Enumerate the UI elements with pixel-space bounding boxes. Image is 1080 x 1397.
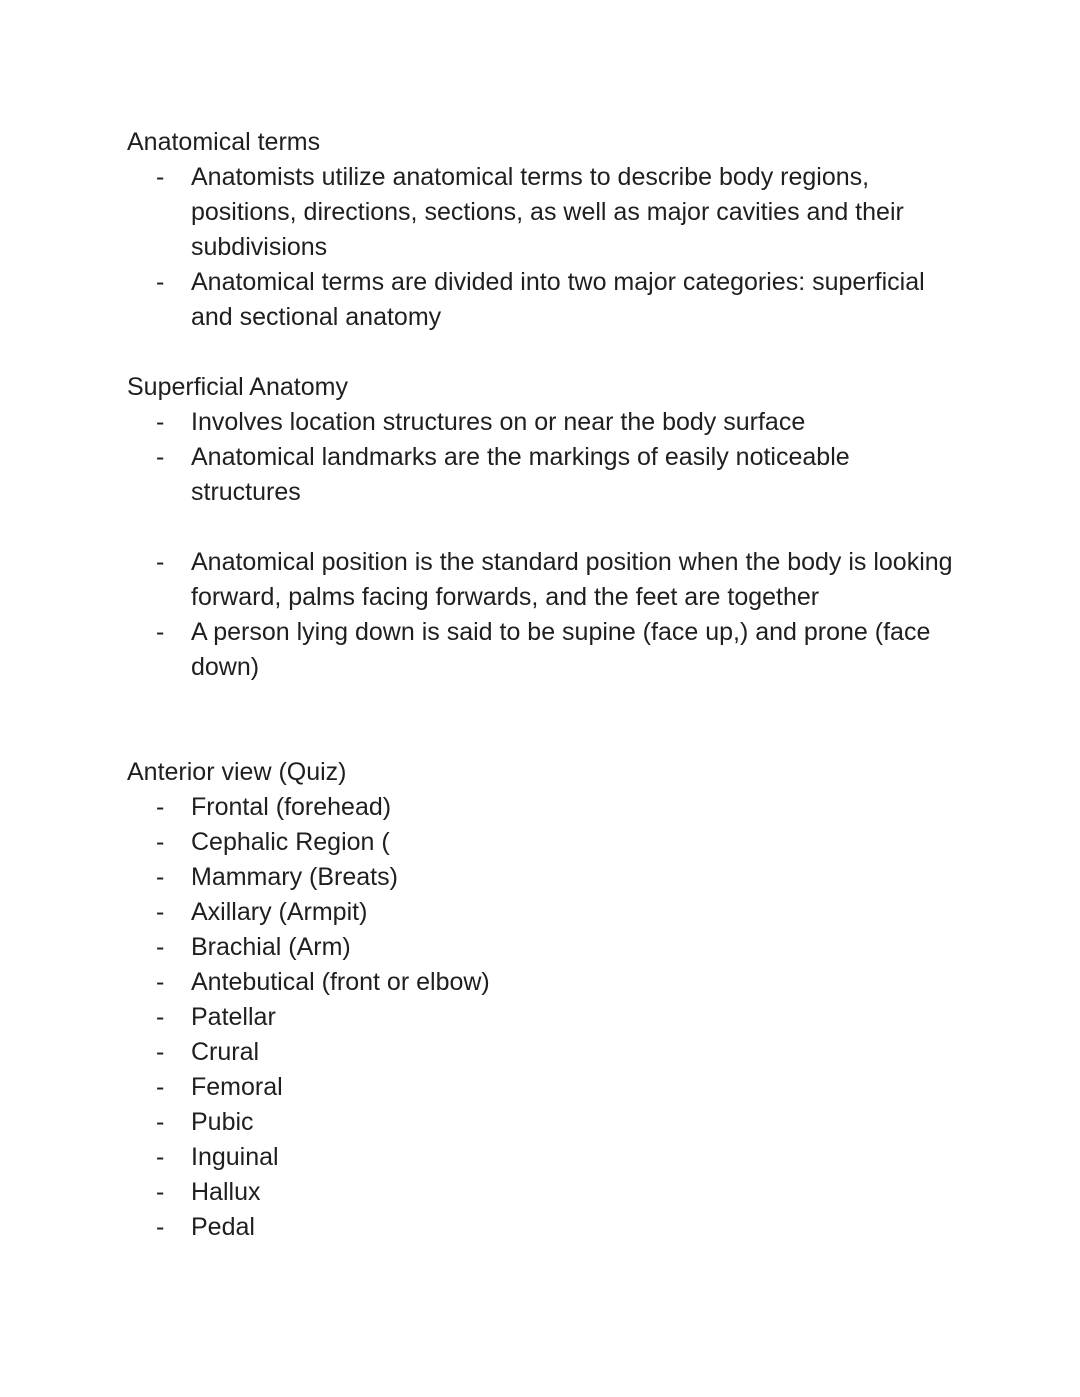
list-item-text: Crural [191, 1038, 260, 1066]
list-item-text: Involves location structures on or near the body surface [191, 408, 806, 436]
bullet-dash: - [156, 793, 165, 821]
list-item-text: Pubic [191, 1108, 254, 1136]
list-item [127, 1070, 957, 1105]
list-item-text: Anatomists utilize anatomical terms to describe body regions, positions, directions, sections, as well as major cavities and their subdivisions [191, 163, 904, 261]
bullet-dash: - [156, 1178, 165, 1206]
bullet-list [127, 790, 957, 1245]
bullet-dash: - [156, 898, 165, 926]
list-item-text: Inguinal [191, 1143, 279, 1171]
list-item [127, 160, 957, 265]
list-item-text: Anatomical position is the standard position when the body is looking forward, palms facing forwards, and the feet are together [191, 548, 953, 611]
list-item [127, 825, 957, 860]
list-item-text: Patellar [191, 1003, 276, 1031]
bullet-dash: - [156, 1108, 165, 1136]
bullet-dash: - [156, 1143, 165, 1171]
bullet-dash: - [156, 1038, 165, 1066]
blank-line [127, 510, 957, 545]
bullet-dash: - [156, 443, 165, 471]
list-item [127, 930, 957, 965]
section-heading: Superficial Anatomy [127, 373, 348, 401]
bullet-dash: - [156, 968, 165, 996]
list-item [127, 1175, 957, 1210]
bullet-dash: - [156, 933, 165, 961]
section-heading: Anterior view (Quiz) [127, 758, 347, 786]
bullet-dash: - [156, 828, 165, 856]
section-anterior-view [127, 755, 957, 1245]
list-item [127, 860, 957, 895]
list-item [127, 265, 957, 335]
list-item [127, 1140, 957, 1175]
list-item-text: Axillary (Armpit) [191, 898, 368, 926]
list-item-text: Pedal [191, 1213, 255, 1241]
list-item [127, 405, 957, 440]
bullet-dash: - [156, 618, 165, 646]
list-item [127, 545, 957, 615]
list-item-text: Frontal (forehead) [191, 793, 392, 821]
bullet-list [127, 405, 957, 510]
list-item [127, 1105, 957, 1140]
bullet-dash: - [156, 408, 165, 436]
list-item-text: Anatomical landmarks are the markings of easily noticeable structures [191, 443, 850, 506]
list-item [127, 1035, 957, 1070]
bullet-dash: - [156, 268, 165, 296]
list-item-text: Cephalic Region ( [191, 828, 390, 856]
bullet-dash: - [156, 163, 165, 191]
list-item-text: Brachial (Arm) [191, 933, 351, 961]
bullet-list [127, 545, 957, 685]
bullet-list [127, 160, 957, 335]
bullet-dash: - [156, 1073, 165, 1101]
list-item [127, 790, 957, 825]
list-item-text: A person lying down is said to be supine (face up,) and prone (face down) [191, 618, 931, 681]
list-item-text: Femoral [191, 1073, 283, 1101]
bullet-dash: - [156, 1003, 165, 1031]
bullet-dash: - [156, 548, 165, 576]
list-item [127, 1210, 957, 1245]
list-item-text: Mammary (Breats) [191, 863, 398, 891]
list-item-text: Anatomical terms are divided into two major categories: superficial and sectional anatomy [191, 268, 925, 331]
list-item [127, 965, 957, 1000]
list-item-text: Hallux [191, 1178, 261, 1206]
list-item-text: Antebutical (front or elbow) [191, 968, 490, 996]
bullet-dash: - [156, 863, 165, 891]
bullet-dash: - [156, 1213, 165, 1241]
section-superficial-anatomy [127, 370, 957, 685]
list-item [127, 895, 957, 930]
list-item [127, 1000, 957, 1035]
section-heading: Anatomical terms [127, 128, 321, 156]
list-item [127, 615, 957, 685]
section-anatomical-terms [127, 125, 957, 335]
list-item [127, 440, 957, 510]
